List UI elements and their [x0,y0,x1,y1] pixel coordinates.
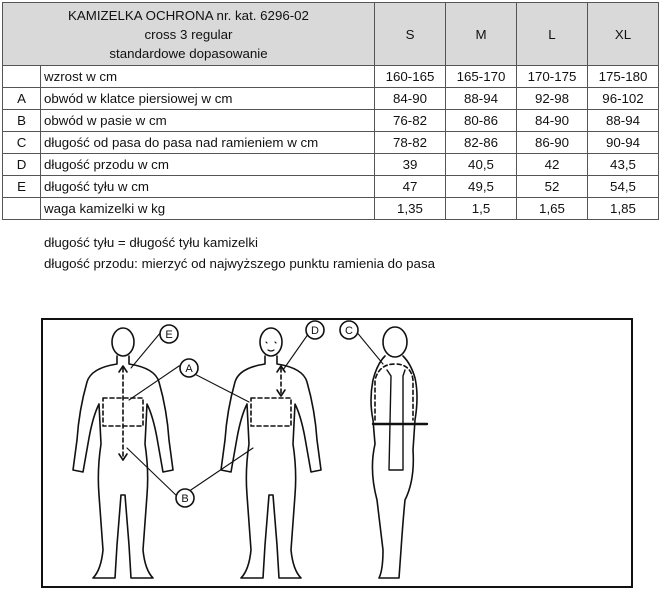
row-value: 82-86 [446,132,517,154]
row-value: 86-90 [517,132,588,154]
row-value: 54,5 [588,176,659,198]
row-value: 170-175 [517,66,588,88]
marker-d-label: D [311,325,319,337]
row-label: wzrost w cm [41,66,375,88]
row-value: 43,5 [588,154,659,176]
row-label: obwód w klatce piersiowej w cm [41,88,375,110]
row-value: 84-90 [375,88,446,110]
size-header-xl: XL [588,3,659,66]
row-value: 160-165 [375,66,446,88]
row-value: 39 [375,154,446,176]
row-value: 80-86 [446,110,517,132]
size-header-m: M [446,3,517,66]
title-line-2: cross 3 regular [144,26,233,42]
marker-e-label: E [165,329,173,341]
measurement-diagram [41,318,633,588]
row-value: 90-94 [588,132,659,154]
table-row [3,132,659,154]
row-label: długość przodu w cm [41,154,375,176]
table-title [3,3,375,66]
row-value: 49,5 [446,176,517,198]
table-row [3,88,659,110]
row-letter: C [3,132,41,154]
title-line-3: standardowe dopasowanie [109,45,268,61]
front-view-figure [221,328,321,578]
row-letter: B [3,110,41,132]
note-back-length: długość tyłu = długość tyłu kamizelki [44,235,258,250]
row-value: 76-82 [375,110,446,132]
body-figures-illustration [43,320,631,586]
row-letter: D [3,154,41,176]
row-letter [3,198,41,220]
size-header-l: L [517,3,588,66]
row-value: 88-94 [588,110,659,132]
marker-a-label: A [185,363,193,375]
row-value: 1,65 [517,198,588,220]
row-value: 165-170 [446,66,517,88]
row-value: 88-94 [446,88,517,110]
size-table [2,2,659,220]
marker-b-label: B [181,493,189,505]
side-view-figure [371,327,427,578]
row-letter [3,66,41,88]
marker-c-label: C [345,325,353,337]
table-row [3,154,659,176]
table-row [3,110,659,132]
measurement-notes [44,232,435,274]
row-value: 92-98 [517,88,588,110]
row-value: 40,5 [446,154,517,176]
row-value: 84-90 [517,110,588,132]
table-row [3,176,659,198]
row-value: 175-180 [588,66,659,88]
row-label: obwód w pasie w cm [41,110,375,132]
row-letter: A [3,88,41,110]
table-header-row [3,3,659,66]
title-line-1: KAMIZELKA OCHRONA nr. kat. 6296-02 [68,7,309,23]
row-label: długość od pasa do pasa nad ramieniem w cm [41,132,375,154]
row-label: waga kamizelki w kg [41,198,375,220]
row-letter: E [3,176,41,198]
back-view-figure [73,328,173,578]
row-label: długość tyłu w cm [41,176,375,198]
row-value: 1,35 [375,198,446,220]
row-value: 1,85 [588,198,659,220]
note-front-length: długość przodu: mierzyć od najwyższego punktu ramienia do pasa [44,256,435,271]
row-value: 96-102 [588,88,659,110]
row-value: 78-82 [375,132,446,154]
row-value: 42 [517,154,588,176]
size-header-s: S [375,3,446,66]
row-value: 52 [517,176,588,198]
table-row [3,66,659,88]
row-value: 1,5 [446,198,517,220]
row-value: 47 [375,176,446,198]
table-row [3,198,659,220]
